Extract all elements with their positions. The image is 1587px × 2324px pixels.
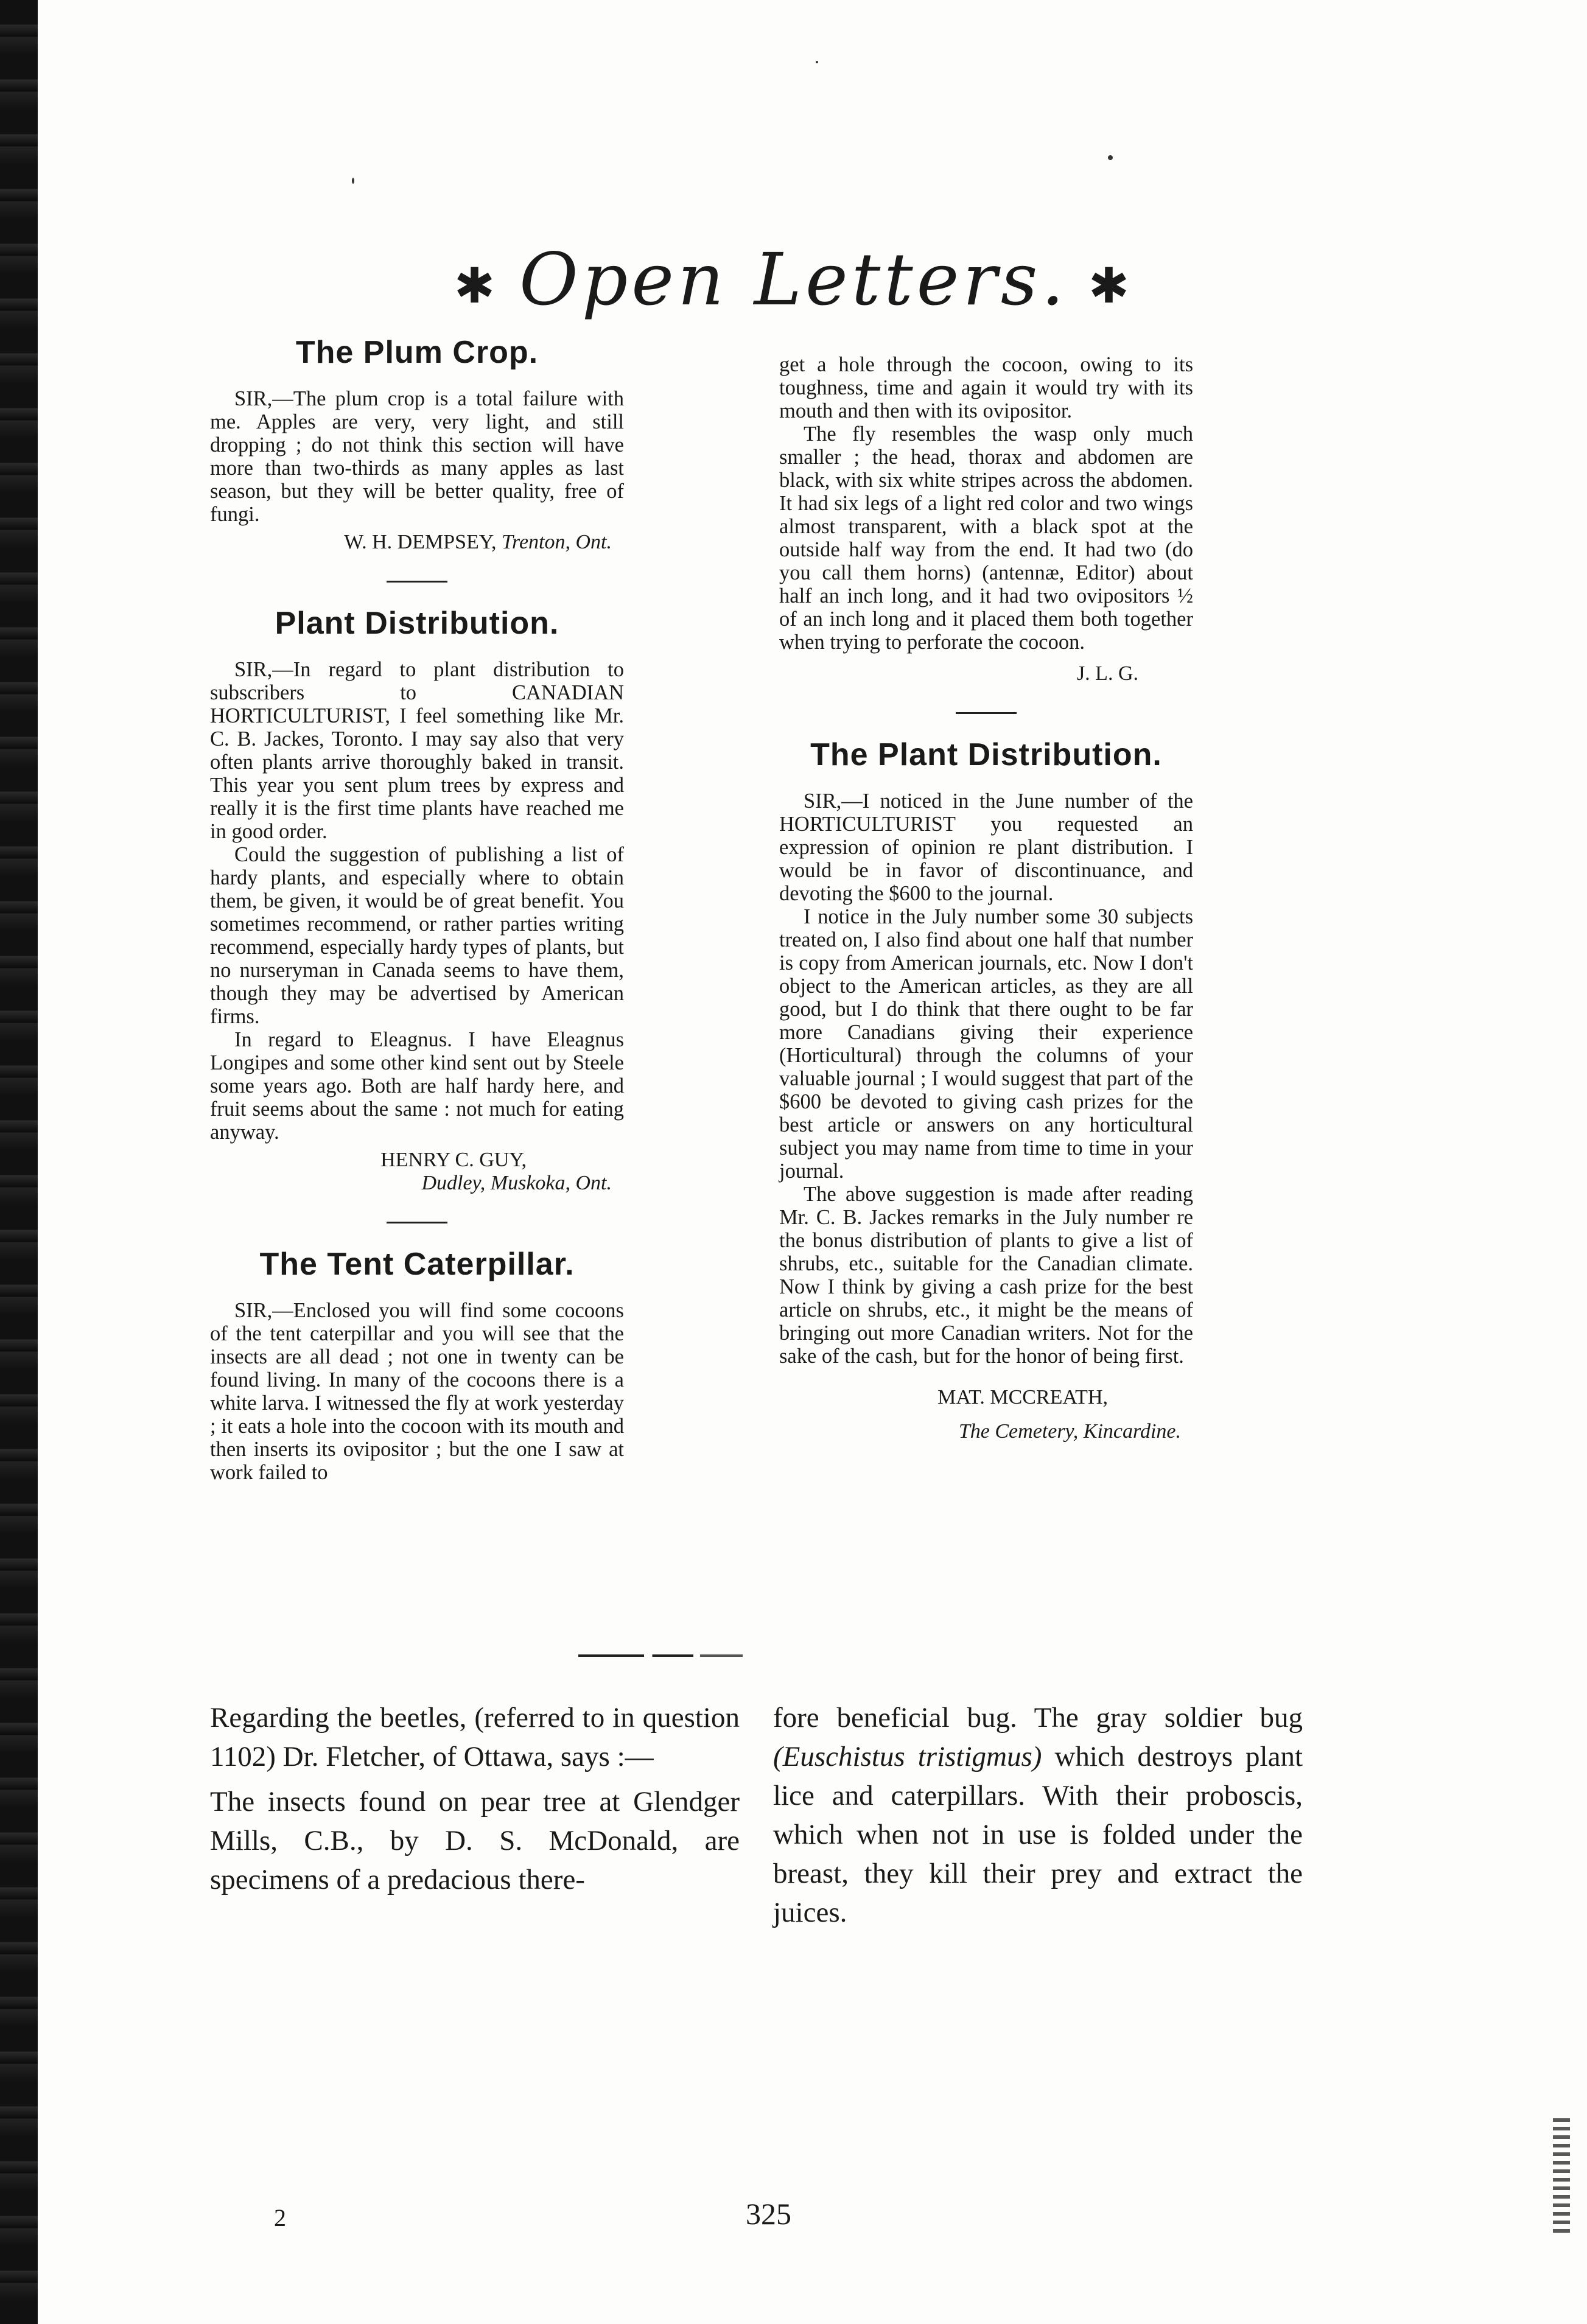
- plant-dist-paragraph-3: In regard to Eleagnus. I have Eleagnus Longipes and some other kind sent out by Steele some years ago. Both are half hardy here, and fruit seems about the same : not much for eating anyway.: [210, 1028, 624, 1144]
- ornament-right-icon: ✱: [1088, 257, 1133, 314]
- plum-crop-body: SIR,—The plum crop is a total failure with me. Apples are very, very light, and still dropping ; do not think this section will have more than two-thirds as many apples as last season, but they will be better quality, free of fungi.: [210, 387, 624, 526]
- right-column: [779, 353, 1193, 1455]
- letter-tent-caterpillar-continued: [779, 353, 1193, 685]
- tent-cat-paragraph-1-continued: get a hole through the cocoon, owing to its toughness, time and again it would try with its mouth and then with its ovipositor.: [779, 353, 1193, 422]
- section-rule: [387, 581, 447, 583]
- heading-plum-crop: The Plum Crop.: [295, 335, 539, 370]
- heading-the-plant-distribution: The Plant Distribution.: [810, 737, 1162, 772]
- plant-dist2-signer: MAT. MCCREATH,: [937, 1386, 1108, 1409]
- section-rule: [956, 712, 1017, 714]
- beetles-paragraph-2: The insects found on pear tree at Glendger Mills, C.B., by D. S. McDonald, are specimens of a predacious there-: [210, 1786, 740, 1895]
- left-column: [210, 335, 624, 1496]
- tent-cat-signer: J. L. G.: [1076, 662, 1138, 685]
- plant-dist2-signature: [779, 1386, 1181, 1443]
- plant-dist-paragraph-2: Could the suggestion of publishing a list of hardy plants, and especially where to obtain them, be given, it would be of great benefit. You sometimes recommend, or rather parties writing recommend, especially hardy types of plants, but no nurseryman in Canada seems to have them, though they may be advertised by American firms.: [210, 843, 624, 1028]
- plant-dist2-paragraph-1: SIR,—I noticed in the June number of the HORTICULTURIST you requested an expression of opinion re plant distribution. I would be in favor of discontinuance, and devoting the $600 to the journal.: [779, 789, 1193, 905]
- tent-cat-paragraph-1: SIR,—Enclosed you will find some cocoons of the tent caterpillar and you will see that the insects are all dead ; not one in twenty can be found living. In many of the cocoons there is a white larva. I witnessed the fly at work yesterday ; it eats a hole into the cocoon with its mouth and then inserts its ovipositor ; but the one I saw at work failed to: [210, 1299, 624, 1484]
- heading-tent-caterpillar: The Tent Caterpillar.: [259, 1247, 575, 1282]
- ornament-left-icon: ✱: [454, 257, 499, 314]
- beetles-paragraph-3-start: fore beneficial bug. The gray soldier bug: [773, 1702, 1303, 1734]
- beetles-left-column: [210, 1698, 740, 1899]
- signature-mark: 2: [274, 2204, 286, 2231]
- beetles-paragraph-3-end: which destroys plant lice and caterpillars. With their proboscis, which when not in use is folded under the breast, they kill their prey and extract the juices.: [773, 1741, 1303, 1928]
- plum-crop-signature: [210, 531, 612, 554]
- letter-plant-distribution: [210, 606, 624, 1195]
- plum-crop-signer-location: Trenton, Ont.: [501, 531, 612, 553]
- letter-the-plant-distribution: [779, 737, 1193, 1443]
- letter-tent-caterpillar: [210, 1247, 624, 1484]
- scan-edge-border: [0, 0, 38, 2324]
- plant-dist-signature: [210, 1149, 612, 1195]
- section-rule: [387, 1222, 447, 1223]
- beetles-paragraph-3: [773, 1698, 1303, 1932]
- plant-dist2-paragraph-2: I notice in the July number some 30 subjects treated on, I also find about one half that number is copy from American journals, etc. Now I don't object to the American articles, as they are all good, but I do think that there ought to be far more Canadians giving their experience (Horticultural) through the columns of your valuable journal ; I would suggest that part of the $600 be devoted to giving cash prizes for the best article or answers on any horticultural subject you may name from time to time in your journal.: [779, 905, 1193, 1183]
- plum-crop-signer: W. H. DEMPSEY,: [344, 531, 497, 553]
- plant-dist2-paragraph-3: The above suggestion is made after reading Mr. C. B. Jackes remarks in the July number re the bonus distribution of plants to give a list of shrubs, etc., suitable for the Canadian climate. Now I think by giving a cash prize for the best article on shrubs, etc., it might be the means of bringing out more Canadian writers. Not for the sake of the cash, but for the honor of being first.: [779, 1183, 1193, 1368]
- letter-plum-crop: [210, 335, 624, 554]
- plant-dist-paragraph-1: SIR,—In regard to plant distribution to subscribers to CANADIAN HORTICULTURIST, I feel something like Mr. C. B. Jackes, Toronto. I may say also that very often plants arrive thoroughly baked in transit. This year you sent plum trees by express and really it is the first time plants have reached me in good order.: [210, 658, 624, 843]
- plant-dist-signer: HENRY C. GUY,: [380, 1149, 527, 1171]
- scan-margin-marks: [1553, 2118, 1570, 2234]
- beetles-species-name: (Euschistus tristigmus): [773, 1741, 1042, 1773]
- heading-plant-distribution: Plant Distribution.: [275, 606, 559, 641]
- masthead-title: Open Letters.: [519, 237, 1068, 321]
- page-number: 325: [746, 2197, 791, 2231]
- section-divider: [578, 1654, 743, 1657]
- masthead: [0, 237, 1587, 321]
- plant-dist-signer-location: Dudley, Muskoka, Ont.: [421, 1172, 612, 1194]
- plant-dist2-signer-location: The Cemetery, Kincardine.: [958, 1420, 1181, 1443]
- tent-cat-paragraph-2: The fly resembles the wasp only much smaller ; the head, thorax and abdomen are black, with six white stripes across the abdomen. It had six legs of a light red color and two wings almost transparent, with a black spot at the outside half way from the end. It had two (do you call them horns) (antennæ, Editor) about half an inch long, and it had two ovipositors ½ of an inch long and it placed them both together when trying to perforate the cocoon.: [779, 422, 1193, 654]
- beetles-right-column: [773, 1698, 1303, 1932]
- beetles-paragraph-1: Regarding the beetles, (referred to in question 1102) Dr. Fletcher, of Ottawa, says :—: [210, 1702, 740, 1773]
